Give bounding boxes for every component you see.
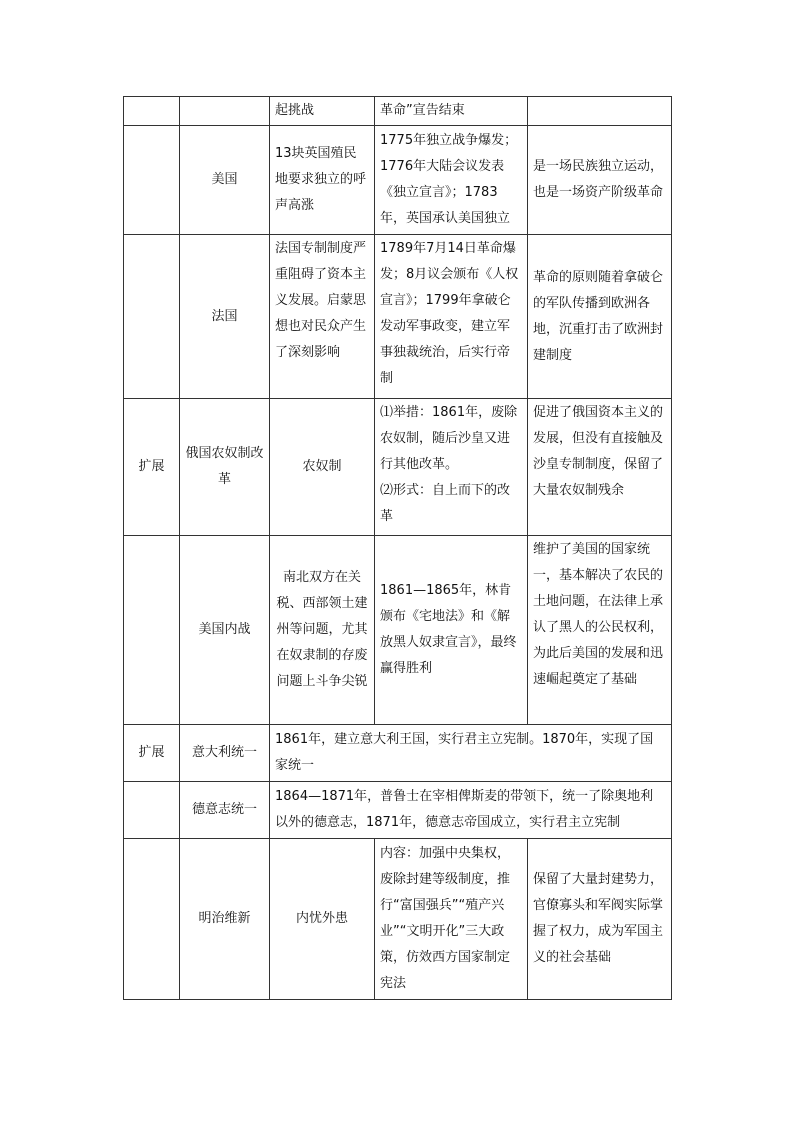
cell-significance: 革命的原则随着拿破仑的军队传播到欧洲各地，沉重打击了欧洲封建制度 — [528, 235, 672, 399]
cell-event: 法国 — [180, 235, 270, 399]
cell-event: 意大利统一 — [180, 725, 270, 782]
cell-significance: 是一场民族独立运动，也是一场资产阶级革命 — [528, 126, 672, 235]
cell-significance: 维护了美国的国家统一，基本解决了农民的土地问题，在法律上承认了黑人的公民权利，为此后美国的发展和迅速崛起奠定了基础 — [528, 536, 672, 725]
cell-process: 革命”宣告结束 — [375, 97, 528, 126]
cell-significance: 保留了大量封建势力，官僚寡头和军阀实际掌握了权力，成为军国主义的社会基础 — [528, 839, 672, 1000]
cell-process: 1775年独立战争爆发；1776年大陆会议发表《独立宣言》；1783年，英国承认美国独立 — [375, 126, 528, 235]
table-row — [124, 839, 672, 1000]
cell-category — [124, 235, 180, 399]
cell-process — [375, 399, 528, 536]
cell-event: 美国内战 — [180, 536, 270, 725]
cell-event: 德意志统一 — [180, 782, 270, 839]
cell-background: 南北双方在关税、西部领土建州等问题，尤其在奴隶制的存废问题上斗争尖锐 — [270, 536, 375, 725]
cell-category — [124, 126, 180, 235]
cell-category — [124, 839, 180, 1000]
cell-event: 明治维新 — [180, 839, 270, 1000]
cell-significance: 促进了俄国资本主义的发展，但没有直接触及沙皇专制制度，保留了大量农奴制残余 — [528, 399, 672, 536]
cell-description: 1864—1871年，普鲁士在宰相俾斯麦的带领下，统一了除奥地利以外的德意志，1871年，德意志帝国成立，实行君主立宪制 — [270, 782, 672, 839]
cell-background: 内忧外患 — [270, 839, 375, 1000]
table-row — [124, 126, 672, 235]
cell-category: 扩展 — [124, 399, 180, 536]
cell-category — [124, 782, 180, 839]
cell-background: 13块英国殖民地要求独立的呼声高涨 — [270, 126, 375, 235]
table-row — [124, 536, 672, 725]
cell-event: 俄国农奴制改革 — [180, 399, 270, 536]
cell-background: 农奴制 — [270, 399, 375, 536]
table-row — [124, 725, 672, 782]
table-row — [124, 782, 672, 839]
table-row — [124, 235, 672, 399]
table-row — [124, 97, 672, 126]
cell-description: 1861年，建立意大利王国，实行君主立宪制。1870年，实现了国家统一 — [270, 725, 672, 782]
form-text: ⑵形式：自上而下的改革 — [380, 483, 511, 524]
cell-process: 1861—1865年，林肯颁布《宅地法》和《解放黑人奴隶宣言》，最终赢得胜利 — [375, 536, 528, 725]
cell-background: 法国专制制度严重阻碍了资本主义发展。启蒙思想也对民众产生了深刻影响 — [270, 235, 375, 399]
cell-category: 扩展 — [124, 725, 180, 782]
history-table — [123, 96, 672, 1000]
cell-event: 美国 — [180, 126, 270, 235]
measure-text: ⑴举措：1861年，废除农奴制，随后沙皇又进行其他改革。 — [380, 405, 518, 472]
table-row — [124, 399, 672, 536]
cell-event — [180, 97, 270, 126]
cell-category — [124, 536, 180, 725]
cell-process: 1789年7月14日革命爆发；8月议会颁布《人权宣言》；1799年拿破仑发动军事政变，建立军事独裁统治，后实行帝制 — [375, 235, 528, 399]
cell-background: 起挑战 — [270, 97, 375, 126]
cell-significance — [528, 97, 672, 126]
cell-category — [124, 97, 180, 126]
cell-process: 内容：加强中央集权，废除封建等级制度，推行“富国强兵”“殖产兴业”“文明开化”三大政策，仿效西方国家制定宪法 — [375, 839, 528, 1000]
